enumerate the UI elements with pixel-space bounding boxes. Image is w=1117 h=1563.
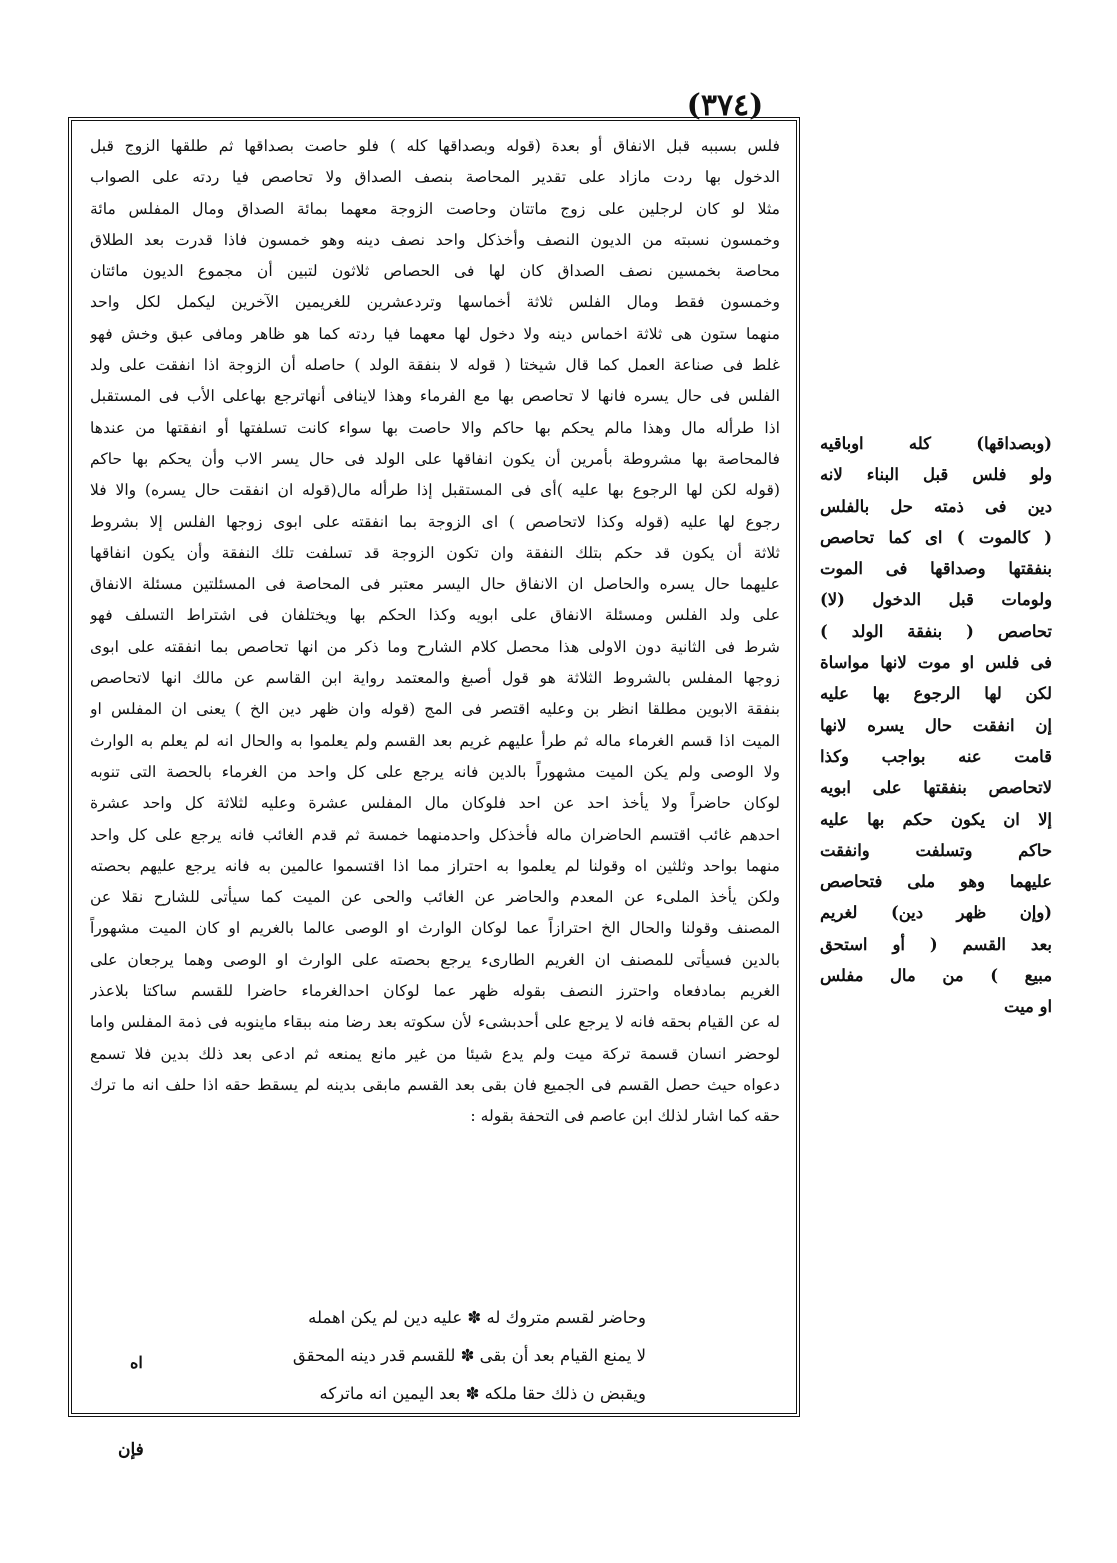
margin-text-line: قامت عنه بواجب وكذا <box>820 746 1052 766</box>
margin-text-line: إن انفقت حال يسره لانها <box>820 715 1052 735</box>
margin-text-line: ( كالموت ) اى كما تحاصص <box>820 527 1052 547</box>
main-text-line: منهما بواحد وثلثين اه وقولنا لم يعلموا به احتراز مما اذا اقتسموا عالمين به فانه يرجع عليهم بحصته <box>90 856 780 875</box>
margin-text-line: فى فلس او موت لانها مواساة <box>820 653 1052 673</box>
main-text-line: ولكن يأخذ الملىء عن المعدم والحاضر عن الغائب والحى عن الميت كما سيأتى للشارح نقلا عن <box>90 888 780 907</box>
main-text-line: اذا طرأله مال وهذا مالم يحكم بها حاكم والا حاصت بها سواء كانت تسلفتها أو انفقتها من عندها <box>90 418 780 437</box>
main-text-frame <box>68 117 800 1417</box>
main-text-line: الغريم بمادفعاه واحترز النصف بقوله ظهر عما لوكان احدالغرماء حاضرا للقسم ساكتا بلاعذر <box>90 982 780 1001</box>
catchword: فإن <box>118 1440 144 1460</box>
main-text-line: له عن القيام بحقه فانه لا يرجع على أحدبشىء لأن سكوته بعد رضا منه ببقاء ماينوبه فى ذمة المفلس واما <box>90 1013 780 1032</box>
main-text-line: شرط فى الثانية دون الاولى هذا محصل كلام الشارح وما ذكر من انها تحاصص بما انفقته على ابوى <box>90 637 780 656</box>
margin-text-line: ولومات قبل الدخول (لا) <box>820 590 1052 610</box>
page-number: (٣٧٤) <box>686 88 764 123</box>
margin-text-line: بعد القسم ( أو استحق <box>820 934 1052 954</box>
main-text-line: فلس بسببه قبل الانفاق أو بعدة (قوله وبصداقها كله ) فلو حاصت بصداقها ثم طلقها الزوج قبل <box>90 137 780 155</box>
main-text-line: وخمسون فقط ومال الفلس ثلاثة أخماسها وتردعشرين للغريمين الآخرين ليكمل لكل واحد <box>90 293 780 312</box>
poem-verse: ويقبض ن ذلك حقا ملكه ✽ بعد اليمين انه ماتركه <box>319 1384 646 1403</box>
main-text-line: حقه كما اشار لذلك ابن عاصم فى التحفة بقوله : <box>470 1107 780 1126</box>
margin-text-line: دين فى ذمته حل بالفلس <box>820 496 1052 516</box>
main-text-line: منهما ستون هى ثلاثة اخماس دينه ولا دخول لها معهما فيا ردته كما هو ظاهر ومافى عبق وخش فهو <box>90 324 780 343</box>
main-text-line: المصنف وقولنا والحال الخ احترازاً عما لوكان الوارث او الوصى عالما بالغريم او كان الميت مشهوراً <box>90 919 780 938</box>
main-text-line: لوحضر انسان قسمة تركة ميت ولم يدع شيئا من غير مانع يمنعه ثم ادعى بعد ذلك بدين فلا تسمع <box>90 1044 780 1063</box>
margin-text-line: او ميت <box>1004 997 1052 1017</box>
margin-text-line: (وبصداقها) كله اوباقيه <box>820 434 1052 453</box>
main-text-line: لوكان حاضراً ولا يأخذ احد عن احد فلوكان مال المفلس عشرة وعليه لثلاثة كل واحد عشرة <box>90 794 780 813</box>
main-text-line: على ولد الفلس ومسئلة الانفاق على ابويه وكذا الحكم بها ويختلفان فى اشتراط التسلف فهو <box>90 606 780 625</box>
main-text-line: ولا الوصى ولم يكن الميت مشهوراً بالدين فانه يرجع على كل واحد من الغرماء بالحصة التى تنوبه <box>90 762 780 781</box>
end-mark: اه <box>130 1353 143 1372</box>
margin-text-line: مبيع ) من مال مفلس <box>820 966 1052 986</box>
main-text-line: احدهم غائب اقتسم الحاضران ماله فأخذكل واحدمنهما خمسة ثم قدم الغائب فانه يرجع على كل واحد <box>90 825 780 844</box>
margin-text-line: إلا ان يكون حكم بها عليه <box>820 809 1052 829</box>
main-text-line: عليهما حال يسره والحاصل ان الانفاق حال اليسر معتبر فى المحاصة فى المسئلتين مسئلة الانفاق <box>90 575 780 594</box>
margin-text-line: تحاصص ( بنفقة الولد ) <box>820 621 1052 641</box>
main-text-line: رجوع لها عليه (قوله وكذا لاتحاصص ) اى الزوجة بما انفقته على ابوى زوجها الفلس إلا بشروط <box>90 512 780 531</box>
main-text-line: محاصة بخمسين نصف الصداق كان لها فى الحصاص ثلاثون لتبين أن مجموع الديون مائتان <box>90 262 780 281</box>
main-text-line: بالدين فسيأتى للمصنف ان الغريم الطارىء يرجع بحصته على الوارث او الوصى وهما يرجعان على <box>90 950 780 969</box>
margin-text-line: لاتحاصص بنفقتها على ابويه <box>820 778 1052 798</box>
margin-commentary <box>820 428 1052 1023</box>
main-text-line: الفلس فى حال يسره فانها لا تحاصص بها مع الفرماء وهذا لاينافى أنهاترجع بهاعلى الأب فى المستقبل <box>90 387 780 406</box>
margin-text-line: (وإن ظهر دين) لغريم <box>820 903 1052 923</box>
main-text-line: وخمسون نسبته من الديون النصف وأخذكل واحد نصف دينه وهو خمسون فاذا قدرت بعد الطلاق <box>90 230 780 249</box>
margin-text-line: حاكم وتسلفت وانفقت <box>820 840 1052 860</box>
margin-text-line: لكن لها الرجوع بها عليه <box>820 684 1052 704</box>
main-text-line: ثلاثة أن يكون قد حكم بتلك النفقة وان تكون الزوجة قد تسلفت تلك النفقة وأن يكون انفاقها <box>90 543 780 562</box>
margin-text-line: عليهما وهو ملى فتحاصص <box>820 872 1052 892</box>
main-text-line: (قوله لكن لها الرجوع بها عليه )أى فى المستقبل إذا طرأله مال(قوله ان انفقت حال يسره) والا فلا <box>90 481 780 500</box>
main-text-line: بنفقة الابوين مطلقا انظر بن وعليه اقتصر فى المج (قوله وان ظهر دين الخ ) يعنى ان المفلس او <box>90 700 780 719</box>
poem-verse: لا يمنع القيام بعد أن بقى ✽ للقسم قدر دينه المحقق <box>292 1346 646 1365</box>
main-text-line: مثلا لو كان لرجلين على زوج ماتتان وحاصت الزوجة معهما بمائة الصداق ومال المفلس مائة <box>90 199 780 218</box>
main-text-body <box>90 131 780 1133</box>
main-text-line: زوجها المفلس بالشروط الثلاثة هو قول أصبغ والمعتمد رواية ابن القاسم عن مالك انها لاتحاصص <box>90 669 780 688</box>
poem-verses <box>226 1299 646 1413</box>
margin-text-line: ولو فلس قبل البناء لانه <box>820 465 1052 485</box>
main-text-line: فالمحاصة بها مشروطة بأمرين أن يكون انفاقها على الولد فى حال يسر الاب وأن يحكم بها حاكم <box>90 449 780 468</box>
poem-verse: وحاضر لقسم متروك له ✽ عليه دين لم يكن اهمله <box>308 1308 646 1327</box>
main-text-line: دعواه حيث حصل القسم فى الجميع فان بقى بعد القسم مابقى بدينه لم يسقط حقه اذا حلف انه ما ترك <box>90 1075 780 1094</box>
margin-text-line: بنفقتها وصداقها فى الموت <box>820 559 1052 579</box>
main-text-line: غلط فى صناعة العمل كما قال شيختا ( قوله لا بنفقة الولد ) حاصله أن الزوجة اذا انفقت على ولد <box>90 356 780 375</box>
main-text-line: الدخول بها ردت مازاد على تقدير المحاصة بنصف الصداق ولا تحاصص فيا ردته على الصواب <box>90 168 780 187</box>
main-text-line: الميت اذا قسم الغرماء ماله ثم طرأ عليهم غريم بعد القسم ولم يعلموا به والحال انه لم يعلم به الوارث <box>90 731 780 750</box>
